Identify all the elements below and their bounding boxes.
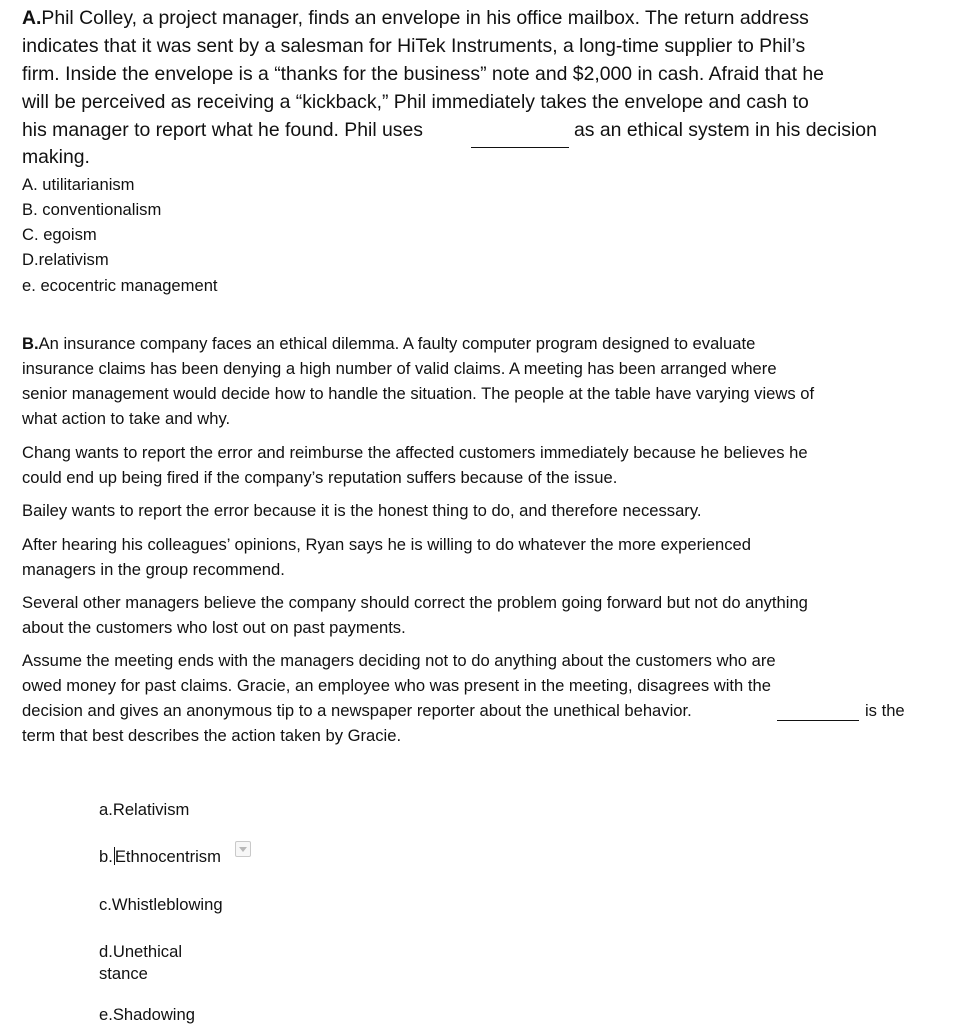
question-a-line-4: will be perceived as receiving a “kickback,” Phil immediately takes the envelope and cash to (22, 91, 809, 113)
question-a-line-1: A.Phil Colley, a project manager, finds an envelope in his office mailbox. The return address (22, 7, 809, 29)
question-a-line-3: firm. Inside the envelope is a “thanks for the business” note and $2,000 in cash. Afraid that he (22, 63, 824, 85)
question-b-option-d[interactable]: d.Unethical stance (99, 942, 183, 983)
question-a-line-2: indicates that it was sent by a salesman for HiTek Instruments, a long-time supplier to Phil’s (22, 35, 806, 57)
question-b-p1-line-4: what action to take and why. (22, 409, 231, 428)
question-b-p6-line-3a: decision and gives an anonymous tip to a newspaper reporter about the unethical behavior. (22, 701, 692, 720)
question-a-option-e[interactable]: e. ecocentric management (22, 276, 218, 295)
question-a-line-5a: his manager to report what he found. Phil uses (22, 119, 423, 141)
question-b-p1-line-3: senior management would decide how to handle the situation. The people at the table have varying views of (22, 384, 815, 403)
question-a-option-a[interactable]: A. utilitarianism (22, 175, 135, 194)
question-b-p1-line-2: insurance claims has been denying a high number of valid claims. A meeting has been arranged where (22, 359, 777, 378)
question-b-label: B. (22, 334, 39, 353)
question-b-p4-line-1: After hearing his colleagues’ opinions, Ryan says he is willing to do whatever the more experienced (22, 535, 751, 554)
question-b-p2-line-1: Chang wants to report the error and reimburse the affected customers immediately because he believes he (22, 443, 808, 462)
question-b-p6-line-4: term that best describes the action taken by Gracie. (22, 726, 402, 745)
question-a-line-5b: as an ethical system in his decision (574, 119, 877, 141)
question-b-option-b[interactable] (99, 846, 221, 868)
question-a-option-d[interactable]: D.relativism (22, 250, 109, 269)
question-b-option-a[interactable]: a.Relativism (99, 800, 190, 819)
question-b-p3-line-1: Bailey wants to report the error because it is the honest thing to do, and therefore necessary. (22, 501, 702, 520)
question-b-p6-line-1: Assume the meeting ends with the managers deciding not to do anything about the customers who are (22, 651, 776, 670)
question-a-option-b[interactable]: B. conventionalism (22, 200, 162, 219)
question-a-option-c[interactable]: C. egoism (22, 225, 97, 244)
chevron-down-icon (236, 842, 250, 856)
question-b-p1-line-1: B.An insurance company faces an ethical dilemma. A faulty computer program designed to evaluate (22, 334, 756, 353)
answer-blank-a[interactable] (471, 147, 569, 148)
question-b-p5-line-1: Several other managers believe the company should correct the problem going forward but not do anything (22, 593, 808, 612)
option-b-text: Ethnocentrism (114, 847, 221, 866)
question-b-p6-line-3b: is the (865, 701, 905, 720)
question-b-p2-line-2: could end up being fired if the company’s reputation suffers because of the issue. (22, 468, 618, 487)
answer-blank-b[interactable] (777, 720, 859, 721)
option-b-prefix: b. (99, 847, 113, 866)
question-a-label: A. (22, 7, 42, 29)
question-b-option-e[interactable]: e.Shadowing (99, 1005, 195, 1024)
question-b-p5-line-2: about the customers who lost out on past payments. (22, 618, 406, 637)
question-b-p6-line-2: owed money for past claims. Gracie, an employee who was present in the meeting, disagrees with the (22, 676, 771, 695)
option-dropdown[interactable] (235, 841, 251, 857)
question-b-option-c[interactable]: c.Whistleblowing (99, 895, 223, 914)
question-b-p4-line-2: managers in the group recommend. (22, 560, 285, 579)
question-a-line-6: making. (22, 146, 90, 168)
